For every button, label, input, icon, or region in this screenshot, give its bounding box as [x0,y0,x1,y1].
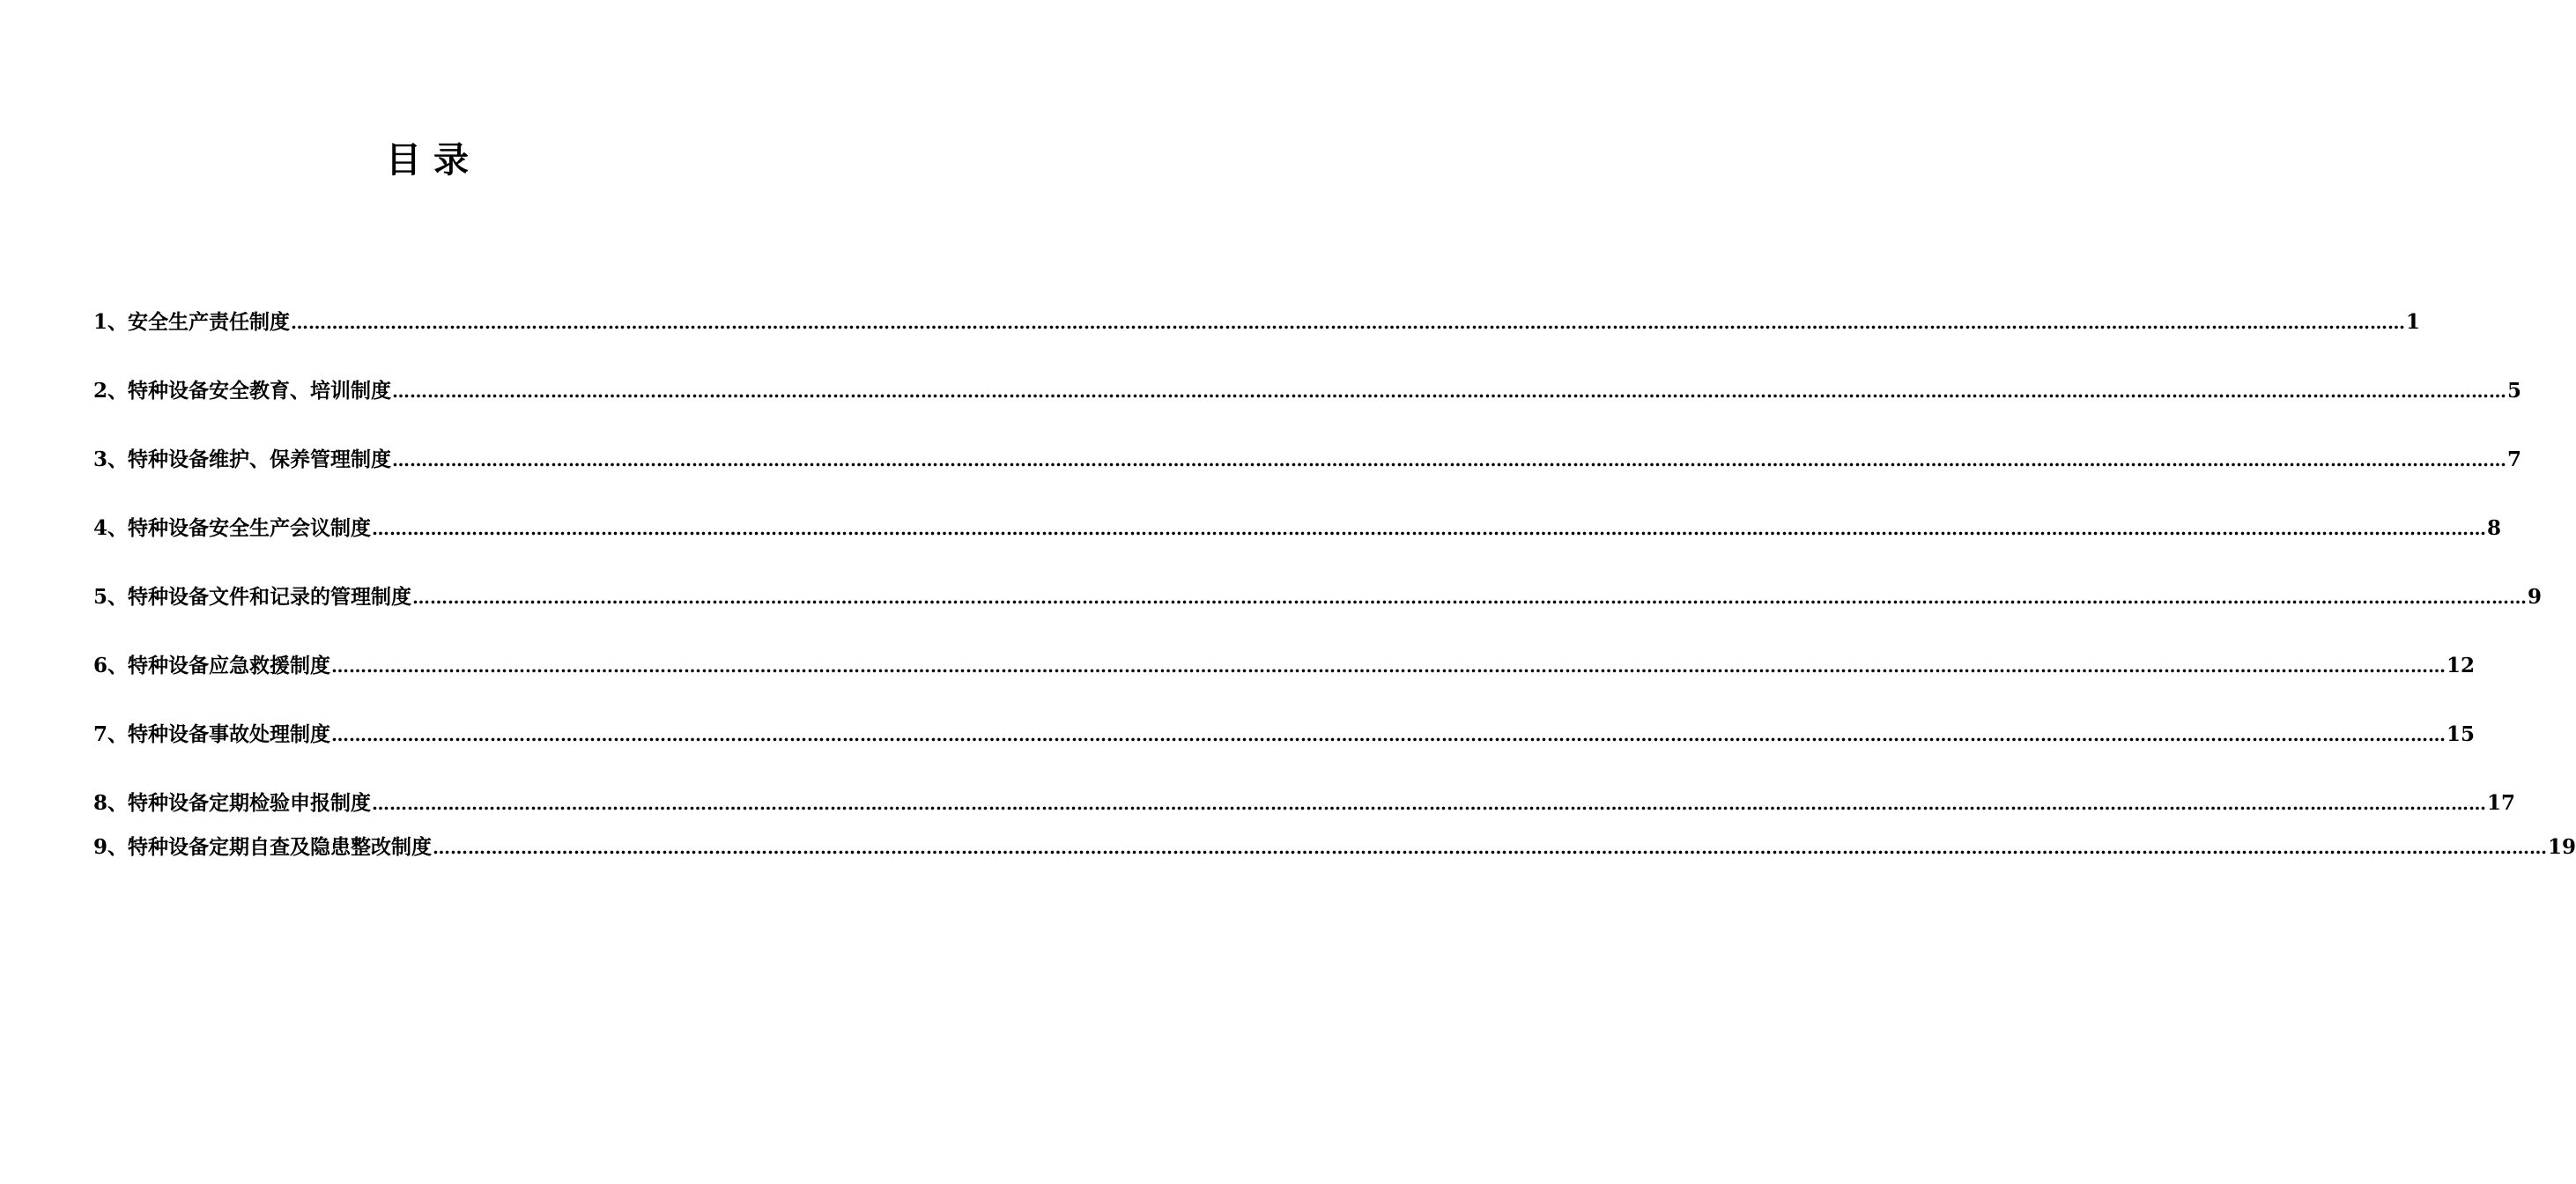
toc-entry-label: 3、特种设备维护、保养管理制度 [93,448,392,471]
toc-entry-label: 9、特种设备定期自查及隐患整改制度 [93,835,433,859]
toc-dot-leader: ……………………………………………………………………………………………………………………………………………………………………………………………………………………………………………………………………………………………………………………………… [291,312,2406,333]
toc-entry-1[interactable] [93,307,2421,337]
toc-entry-2[interactable] [93,376,2522,406]
toc-dot-leader: ……………………………………………………………………………………………………………………………………………………………………………………………………………………………………………………………………………………………………………………………… [392,381,2507,402]
toc-entry-label: 1、安全生产责任制度 [93,310,291,334]
toc-page-number: 7 [2507,448,2522,471]
toc-entry-4[interactable] [93,514,2502,544]
toc-entry-8[interactable] [93,788,2516,818]
toc-dot-leader: ……………………………………………………………………………………………………………………………………………………………………………………………………………………………………………………………………………………………………………………………… [372,793,2487,814]
toc-page-number: 9 [2528,585,2543,609]
toc-entry-label: 8、特种设备定期检验申报制度 [93,791,372,815]
toc-entry-6[interactable] [93,651,2476,681]
toc-dot-leader: ……………………………………………………………………………………………………………………………………………………………………………………………………………………………………………………………………………………………………………………………… [372,518,2487,539]
toc-dot-leader: ……………………………………………………………………………………………………………………………………………………………………………………………………………………………………………………………………………………………………………………………… [331,724,2446,745]
toc-entry-label: 4、特种设备安全生产会议制度 [93,516,372,540]
toc-entry-label: 7、特种设备事故处理制度 [93,722,331,746]
toc-entry-3[interactable] [93,445,2522,475]
toc-dot-leader: ……………………………………………………………………………………………………………………………………………………………………………………………………………………………………………………………………………………………………………………………… [412,587,2528,608]
toc-dot-leader: ……………………………………………………………………………………………………………………………………………………………………………………………………………………………………………………………………………………………………………………………… [331,655,2446,677]
toc-entry-7[interactable] [93,720,2476,750]
toc-page-number: 19 [2548,835,2576,859]
toc-entry-label: 2、特种设备安全教育、培训制度 [93,379,392,403]
toc-entry-label: 6、特种设备应急救援制度 [93,654,331,677]
toc-entry-9[interactable] [93,832,2576,862]
toc-page-number: 8 [2487,516,2502,540]
toc-page-number: 17 [2487,791,2516,815]
page-title: 目 录 [386,139,469,181]
toc-page-number: 1 [2406,310,2421,334]
toc-entry-label: 5、特种设备文件和记录的管理制度 [93,585,412,609]
toc-dot-leader: ……………………………………………………………………………………………………………………………………………………………………………………………………………………………………………………………………………………………………………………………… [392,449,2507,470]
toc-page-number: 15 [2446,722,2476,746]
toc-entry-5[interactable] [93,582,2543,612]
toc-page-number: 5 [2507,379,2522,403]
toc-dot-leader: ……………………………………………………………………………………………………………………………………………………………………………………………………………………………………………………………………………………………………………………………… [433,837,2548,858]
toc-page-number: 12 [2446,654,2476,677]
